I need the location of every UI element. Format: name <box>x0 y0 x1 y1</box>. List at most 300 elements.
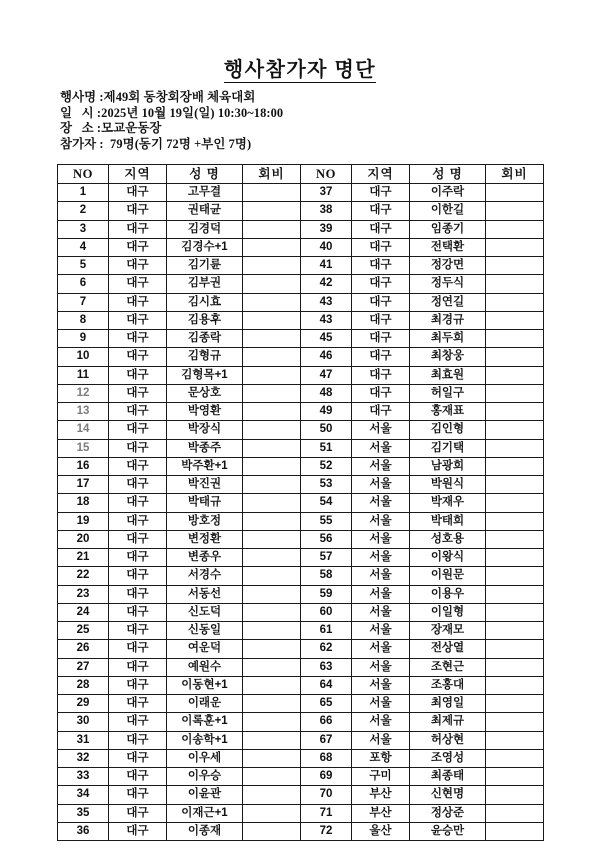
cell-region: 대구 <box>109 366 167 384</box>
cell-fee[interactable] <box>243 330 301 348</box>
cell-name: 김용후 <box>167 311 243 329</box>
col-header-fee-left: 회비 <box>243 165 301 184</box>
cell-fee[interactable] <box>486 676 544 694</box>
cell-fee[interactable] <box>243 585 301 603</box>
cell-region: 대구 <box>352 384 410 402</box>
cell-name: 김경덕 <box>167 220 243 238</box>
event-name-label: 행사명 : <box>60 90 104 104</box>
cell-fee[interactable] <box>486 421 544 439</box>
cell-region: 서울 <box>352 549 410 567</box>
col-header-fee-right: 회비 <box>486 165 544 184</box>
cell-no: 3 <box>58 220 109 238</box>
cell-fee[interactable] <box>486 786 544 804</box>
cell-no: 1 <box>58 184 109 202</box>
cell-name: 고무결 <box>167 184 243 202</box>
col-header-region-right: 지역 <box>352 165 410 184</box>
table-row <box>58 220 544 238</box>
cell-no: 48 <box>301 384 352 402</box>
cell-fee[interactable] <box>243 731 301 749</box>
cell-name: 박장식 <box>167 421 243 439</box>
cell-fee[interactable] <box>486 220 544 238</box>
cell-name: 최영일 <box>410 695 486 713</box>
cell-region: 서울 <box>352 603 410 621</box>
cell-no: 28 <box>58 676 109 694</box>
cell-name: 김종락 <box>167 330 243 348</box>
cell-no: 57 <box>301 549 352 567</box>
cell-fee[interactable] <box>486 749 544 767</box>
table-row <box>58 311 544 329</box>
cell-name: 이왕식 <box>410 549 486 567</box>
cell-name: 허상현 <box>410 731 486 749</box>
cell-region: 서울 <box>352 421 410 439</box>
cell-region: 서울 <box>352 439 410 457</box>
cell-no: 19 <box>58 512 109 530</box>
cell-name: 최두희 <box>410 330 486 348</box>
cell-region: 대구 <box>109 567 167 585</box>
cell-name: 서동선 <box>167 585 243 603</box>
cell-fee[interactable] <box>243 202 301 220</box>
table-row <box>58 293 544 311</box>
cell-fee[interactable] <box>243 457 301 475</box>
cell-fee[interactable] <box>486 330 544 348</box>
cell-no: 21 <box>58 549 109 567</box>
cell-name: 이동현+1 <box>167 676 243 694</box>
cell-region: 대구 <box>352 202 410 220</box>
cell-region: 대구 <box>109 676 167 694</box>
cell-fee[interactable] <box>243 786 301 804</box>
cell-region: 대구 <box>109 348 167 366</box>
cell-name: 윤승만 <box>410 822 486 840</box>
cell-no: 17 <box>58 476 109 494</box>
cell-fee[interactable] <box>243 549 301 567</box>
cell-name: 전상열 <box>410 640 486 658</box>
cell-fee[interactable] <box>243 293 301 311</box>
cell-fee[interactable] <box>486 549 544 567</box>
cell-no: 69 <box>301 768 352 786</box>
cell-name: 정두식 <box>410 275 486 293</box>
cell-no: 51 <box>301 439 352 457</box>
cell-fee[interactable] <box>486 713 544 731</box>
cell-fee[interactable] <box>243 238 301 256</box>
cell-name: 허일구 <box>410 384 486 402</box>
cell-name: 성호용 <box>410 530 486 548</box>
cell-name: 여운덕 <box>167 640 243 658</box>
cell-no: 43 <box>301 311 352 329</box>
cell-region: 울산 <box>352 822 410 840</box>
cell-fee[interactable] <box>243 403 301 421</box>
event-info-block <box>60 90 540 152</box>
table-row <box>58 512 544 530</box>
cell-fee[interactable] <box>486 658 544 676</box>
cell-region: 대구 <box>109 603 167 621</box>
cell-region: 서울 <box>352 658 410 676</box>
cell-fee[interactable] <box>243 366 301 384</box>
cell-region: 대구 <box>109 822 167 840</box>
cell-no: 52 <box>301 457 352 475</box>
cell-name: 홍재표 <box>410 403 486 421</box>
cell-name: 최효원 <box>410 366 486 384</box>
cell-no: 33 <box>58 768 109 786</box>
cell-fee[interactable] <box>243 749 301 767</box>
cell-name: 최종태 <box>410 768 486 786</box>
table-row <box>58 275 544 293</box>
cell-no: 7 <box>58 293 109 311</box>
cell-region: 부산 <box>352 804 410 822</box>
cell-region: 서울 <box>352 731 410 749</box>
cell-fee[interactable] <box>486 311 544 329</box>
cell-region: 구미 <box>352 768 410 786</box>
cell-no: 22 <box>58 567 109 585</box>
cell-region: 서울 <box>352 585 410 603</box>
cell-region: 대구 <box>109 384 167 402</box>
cell-no: 34 <box>58 786 109 804</box>
cell-region: 대구 <box>109 786 167 804</box>
cell-no: 24 <box>58 603 109 621</box>
cell-region: 대구 <box>352 330 410 348</box>
cell-region: 서울 <box>352 695 410 713</box>
cell-no: 58 <box>301 567 352 585</box>
cell-name: 김시효 <box>167 293 243 311</box>
table-row <box>58 695 544 713</box>
cell-name: 김기륜 <box>167 257 243 275</box>
event-info-line-name <box>60 90 540 106</box>
table-row <box>58 822 544 840</box>
cell-fee[interactable] <box>243 348 301 366</box>
cell-no: 23 <box>58 585 109 603</box>
cell-name: 박원식 <box>410 476 486 494</box>
cell-fee[interactable] <box>243 275 301 293</box>
cell-region: 대구 <box>109 640 167 658</box>
cell-no: 43 <box>301 293 352 311</box>
cell-fee[interactable] <box>486 476 544 494</box>
page-title-text: 행사참가자 명단 <box>223 59 377 81</box>
cell-fee[interactable] <box>243 220 301 238</box>
event-name-value: 제49회 동창회장배 체육대회 <box>103 90 256 104</box>
table-row <box>58 768 544 786</box>
event-datetime-label: 일 시 : <box>60 105 102 120</box>
cell-no: 11 <box>58 366 109 384</box>
cell-fee[interactable] <box>243 530 301 548</box>
event-info-line-attendees <box>60 137 540 153</box>
cell-fee[interactable] <box>486 585 544 603</box>
cell-name: 이우승 <box>167 768 243 786</box>
cell-no: 29 <box>58 695 109 713</box>
cell-name: 정연길 <box>410 293 486 311</box>
cell-name: 방호정 <box>167 512 243 530</box>
table-row <box>58 786 544 804</box>
cell-no: 40 <box>301 238 352 256</box>
table-row <box>58 676 544 694</box>
cell-no: 65 <box>301 695 352 713</box>
table-row <box>58 348 544 366</box>
table-row <box>58 238 544 256</box>
table-row <box>58 202 544 220</box>
cell-fee[interactable] <box>486 494 544 512</box>
cell-no: 37 <box>301 184 352 202</box>
cell-name: 박종주 <box>167 439 243 457</box>
cell-no: 16 <box>58 457 109 475</box>
cell-region: 대구 <box>109 476 167 494</box>
cell-no: 4 <box>58 238 109 256</box>
cell-fee[interactable] <box>486 275 544 293</box>
cell-no: 71 <box>301 804 352 822</box>
cell-region: 대구 <box>352 366 410 384</box>
cell-no: 45 <box>301 330 352 348</box>
cell-fee[interactable] <box>486 384 544 402</box>
cell-no: 10 <box>58 348 109 366</box>
cell-region: 대구 <box>352 238 410 256</box>
cell-fee[interactable] <box>486 603 544 621</box>
cell-name: 이래운 <box>167 695 243 713</box>
cell-name: 이윤관 <box>167 786 243 804</box>
cell-name: 신도덕 <box>167 603 243 621</box>
table-row <box>58 731 544 749</box>
cell-no: 15 <box>58 439 109 457</box>
cell-fee[interactable] <box>243 494 301 512</box>
cell-fee[interactable] <box>486 348 544 366</box>
cell-fee[interactable] <box>243 421 301 439</box>
cell-fee[interactable] <box>243 439 301 457</box>
cell-fee[interactable] <box>243 567 301 585</box>
cell-region: 대구 <box>109 713 167 731</box>
cell-name: 예원수 <box>167 658 243 676</box>
table-row <box>58 330 544 348</box>
cell-name: 변종우 <box>167 549 243 567</box>
cell-region: 대구 <box>109 494 167 512</box>
cell-region: 대구 <box>352 257 410 275</box>
cell-fee[interactable] <box>243 676 301 694</box>
cell-no: 41 <box>301 257 352 275</box>
cell-region: 대구 <box>109 731 167 749</box>
cell-region: 대구 <box>352 293 410 311</box>
cell-name: 김형규 <box>167 348 243 366</box>
table-row <box>58 585 544 603</box>
cell-no: 46 <box>301 348 352 366</box>
cell-fee[interactable] <box>243 822 301 840</box>
cell-region: 부산 <box>352 786 410 804</box>
cell-no: 12 <box>58 384 109 402</box>
cell-no: 31 <box>58 731 109 749</box>
cell-fee[interactable] <box>486 403 544 421</box>
cell-region: 대구 <box>109 184 167 202</box>
cell-name: 신동일 <box>167 622 243 640</box>
table-row <box>58 184 544 202</box>
table-row <box>58 476 544 494</box>
col-header-region-left: 지역 <box>109 165 167 184</box>
cell-no: 36 <box>58 822 109 840</box>
cell-fee[interactable] <box>486 512 544 530</box>
event-attendees-value: 79명(동기 72명 +부인 7명) <box>103 136 252 151</box>
cell-fee[interactable] <box>486 238 544 256</box>
cell-region: 대구 <box>352 184 410 202</box>
cell-name: 이송학+1 <box>167 731 243 749</box>
cell-name: 이한길 <box>410 202 486 220</box>
cell-region: 서울 <box>352 530 410 548</box>
cell-region: 대구 <box>352 220 410 238</box>
cell-no: 64 <box>301 676 352 694</box>
cell-no: 20 <box>58 530 109 548</box>
table-row <box>58 749 544 767</box>
cell-no: 62 <box>301 640 352 658</box>
cell-region: 대구 <box>109 695 167 713</box>
cell-region: 대구 <box>109 293 167 311</box>
cell-region: 대구 <box>109 330 167 348</box>
cell-fee[interactable] <box>243 476 301 494</box>
cell-name: 이원문 <box>410 567 486 585</box>
cell-no: 56 <box>301 530 352 548</box>
cell-region: 대구 <box>109 658 167 676</box>
cell-name: 조현근 <box>410 658 486 676</box>
cell-name: 이록훈+1 <box>167 713 243 731</box>
cell-no: 50 <box>301 421 352 439</box>
cell-no: 61 <box>301 622 352 640</box>
cell-no: 5 <box>58 257 109 275</box>
cell-name: 전택환 <box>410 238 486 256</box>
cell-name: 김기택 <box>410 439 486 457</box>
cell-name: 이재근+1 <box>167 804 243 822</box>
cell-fee[interactable] <box>243 640 301 658</box>
cell-name: 변정환 <box>167 530 243 548</box>
cell-fee[interactable] <box>486 457 544 475</box>
table-row <box>58 530 544 548</box>
cell-no: 72 <box>301 822 352 840</box>
cell-fee[interactable] <box>243 768 301 786</box>
cell-name: 이우세 <box>167 749 243 767</box>
event-venue-label: 장 소 : <box>60 121 102 136</box>
page-title <box>0 57 600 83</box>
cell-fee[interactable] <box>243 622 301 640</box>
cell-fee[interactable] <box>486 804 544 822</box>
cell-no: 18 <box>58 494 109 512</box>
cell-name: 김형목+1 <box>167 366 243 384</box>
cell-fee[interactable] <box>243 713 301 731</box>
cell-no: 6 <box>58 275 109 293</box>
roster-table-wrapper <box>57 164 544 841</box>
cell-name: 조홍대 <box>410 676 486 694</box>
cell-fee[interactable] <box>243 658 301 676</box>
cell-fee[interactable] <box>243 512 301 530</box>
cell-no: 49 <box>301 403 352 421</box>
cell-name: 최제규 <box>410 713 486 731</box>
table-row <box>58 257 544 275</box>
cell-region: 대구 <box>352 403 410 421</box>
event-info-line-datetime <box>60 106 540 122</box>
cell-region: 서울 <box>352 476 410 494</box>
col-header-name-right: 성 명 <box>410 165 486 184</box>
cell-region: 대구 <box>109 768 167 786</box>
cell-no: 27 <box>58 658 109 676</box>
table-row <box>58 494 544 512</box>
cell-fee[interactable] <box>486 184 544 202</box>
cell-no: 53 <box>301 476 352 494</box>
cell-name: 최창웅 <box>410 348 486 366</box>
cell-region: 대구 <box>109 257 167 275</box>
cell-no: 26 <box>58 640 109 658</box>
table-row <box>58 421 544 439</box>
cell-no: 13 <box>58 403 109 421</box>
cell-region: 대구 <box>109 512 167 530</box>
table-row <box>58 658 544 676</box>
event-datetime-value: 2025년 10월 19일(일) 10:30~18:00 <box>101 105 284 120</box>
table-row <box>58 603 544 621</box>
cell-region: 대구 <box>352 311 410 329</box>
cell-fee[interactable] <box>486 439 544 457</box>
col-header-name-left: 성 명 <box>167 165 243 184</box>
cell-name: 신현명 <box>410 786 486 804</box>
cell-region: 대구 <box>109 585 167 603</box>
cell-name: 조영성 <box>410 749 486 767</box>
cell-no: 42 <box>301 275 352 293</box>
cell-fee[interactable] <box>486 731 544 749</box>
cell-fee[interactable] <box>486 640 544 658</box>
cell-name: 박태희 <box>410 512 486 530</box>
cell-fee[interactable] <box>486 293 544 311</box>
cell-fee[interactable] <box>243 184 301 202</box>
cell-fee[interactable] <box>243 384 301 402</box>
cell-fee[interactable] <box>243 311 301 329</box>
cell-name: 문상호 <box>167 384 243 402</box>
cell-fee[interactable] <box>486 202 544 220</box>
cell-fee[interactable] <box>486 695 544 713</box>
cell-name: 박태규 <box>167 494 243 512</box>
cell-no: 2 <box>58 202 109 220</box>
cell-no: 55 <box>301 512 352 530</box>
cell-no: 38 <box>301 202 352 220</box>
cell-fee[interactable] <box>243 804 301 822</box>
cell-name: 박진권 <box>167 476 243 494</box>
cell-name: 김인형 <box>410 421 486 439</box>
cell-fee[interactable] <box>486 366 544 384</box>
cell-no: 63 <box>301 658 352 676</box>
cell-name: 권태균 <box>167 202 243 220</box>
cell-name: 이용우 <box>410 585 486 603</box>
cell-region: 서울 <box>352 640 410 658</box>
cell-name: 임종기 <box>410 220 486 238</box>
cell-fee[interactable] <box>243 257 301 275</box>
cell-fee[interactable] <box>243 603 301 621</box>
cell-fee[interactable] <box>486 530 544 548</box>
cell-name: 정상준 <box>410 804 486 822</box>
cell-fee[interactable] <box>243 695 301 713</box>
cell-fee[interactable] <box>486 622 544 640</box>
cell-fee[interactable] <box>486 768 544 786</box>
cell-region: 서울 <box>352 676 410 694</box>
table-row <box>58 549 544 567</box>
cell-fee[interactable] <box>486 822 544 840</box>
cell-region: 포항 <box>352 749 410 767</box>
cell-name: 박영환 <box>167 403 243 421</box>
cell-no: 32 <box>58 749 109 767</box>
cell-no: 68 <box>301 749 352 767</box>
table-row <box>58 384 544 402</box>
table-row <box>58 457 544 475</box>
cell-region: 대구 <box>109 804 167 822</box>
event-attendees-label: 참가자 : <box>60 136 104 151</box>
table-row <box>58 804 544 822</box>
roster-table-body <box>58 184 544 841</box>
cell-region: 대구 <box>109 403 167 421</box>
cell-fee[interactable] <box>486 257 544 275</box>
table-row <box>58 366 544 384</box>
cell-region: 대구 <box>109 749 167 767</box>
cell-region: 대구 <box>109 549 167 567</box>
cell-name: 박재우 <box>410 494 486 512</box>
table-row <box>58 403 544 421</box>
cell-region: 대구 <box>109 622 167 640</box>
cell-fee[interactable] <box>486 567 544 585</box>
cell-region: 대구 <box>352 275 410 293</box>
cell-region: 대구 <box>109 439 167 457</box>
